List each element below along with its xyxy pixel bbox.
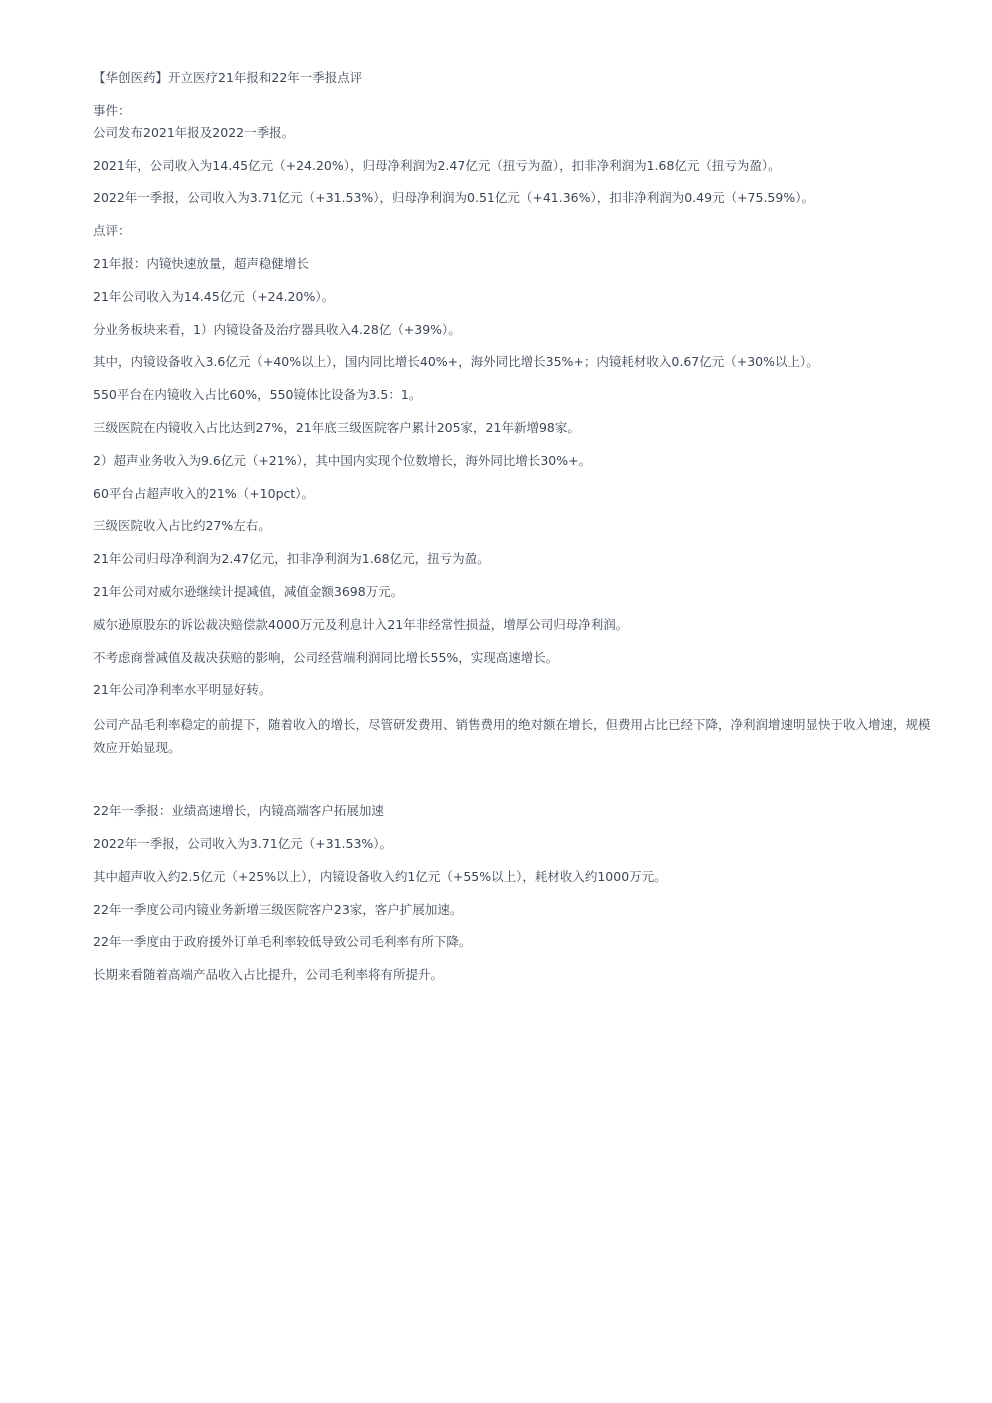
paragraph: 2）超声业务收入为9.6亿元（+21%），其中国内实现个位数增长，海外同比增长30%+。 bbox=[93, 452, 592, 468]
paragraph: 22年一季度由于政府援外订单毛利率较低导致公司毛利率有所下降。 bbox=[93, 934, 472, 950]
paragraph: 三级医院收入占比约27%左右。 bbox=[93, 518, 271, 534]
comment-label: 点评： bbox=[93, 223, 131, 239]
paragraph: 2022年一季报，公司收入为3.71亿元（+31.53%）。 bbox=[93, 835, 393, 851]
paragraph: 三级医院在内镜收入占比达到27%，21年底三级医院客户累计205家，21年新增98家。 bbox=[93, 419, 580, 435]
event-label: 事件： bbox=[93, 102, 131, 118]
paragraph: 长期来看随着高端产品收入占比提升，公司毛利率将有所提升。 bbox=[93, 967, 444, 983]
paragraph: 22年一季度公司内镜业务新增三级医院客户23家，客户扩展加速。 bbox=[93, 901, 463, 917]
paragraph: 其中，内镜设备收入3.6亿元（+40%以上），国内同比增长40%+，海外同比增长35%+；内镜耗材收入0.67亿元（+30%以上）。 bbox=[93, 354, 819, 370]
paragraph: 21年公司归母净利润为2.47亿元，扣非净利润为1.68亿元，扭亏为盈。 bbox=[93, 551, 490, 567]
paragraph: 分业务板块来看，1）内镜设备及治疗器具收入4.28亿（+39%）。 bbox=[93, 321, 461, 337]
section-heading-2022: 22年一季报：业绩高速增长，内镜高端客户拓展加速 bbox=[93, 803, 384, 819]
document-title: 【华创医药】开立医疗21年报和22年一季报点评 bbox=[93, 70, 363, 85]
paragraph: 21年公司对威尔逊继续计提减值，减值金额3698万元。 bbox=[93, 583, 404, 599]
paragraph: 550平台在内镜收入占比60%，550镜体比设备为3.5：1。 bbox=[93, 387, 422, 403]
paragraph: 公司产品毛利率稳定的前提下，随着收入的增长，尽管研发费用、销售费用的绝对额在增长，但费用占比已经下降，净利润增速明显快于收入增速，规模效应开始显现。 bbox=[93, 717, 931, 756]
paragraph: 60平台占超声收入的21%（+10pct）。 bbox=[93, 485, 315, 501]
section-spacer bbox=[93, 771, 933, 801]
paragraph: 21年公司净利率水平明显好转。 bbox=[93, 682, 272, 698]
paragraph: 公司发布2021年报及2022一季报。 bbox=[93, 124, 295, 140]
section-heading-2021: 21年报：内镜快速放量，超声稳健增长 bbox=[93, 255, 309, 271]
paragraph: 21年公司收入为14.45亿元（+24.20%）。 bbox=[93, 288, 335, 304]
document-body bbox=[93, 68, 933, 998]
paragraph: 威尔逊原股东的诉讼裁决赔偿款4000万元及利息计入21年非经常性损益，增厚公司归母净利润。 bbox=[93, 616, 629, 632]
paragraph: 其中超声收入约2.5亿元（+25%以上），内镜设备收入约1亿元（+55%以上），耗材收入约1000万元。 bbox=[93, 868, 667, 884]
paragraph: 不考虑商誉减值及裁决获赔的影响，公司经营端利润同比增长55%，实现高速增长。 bbox=[93, 649, 559, 665]
paragraph: 2022年一季报，公司收入为3.71亿元（+31.53%），归母净利润为0.51亿元（+41.36%），扣非净利润为0.49元（+75.59%）。 bbox=[93, 190, 814, 206]
paragraph: 2021年，公司收入为14.45亿元（+24.20%），归母净利润为2.47亿元（扭亏为盈），扣非净利润为1.68亿元（扭亏为盈）。 bbox=[93, 157, 781, 173]
